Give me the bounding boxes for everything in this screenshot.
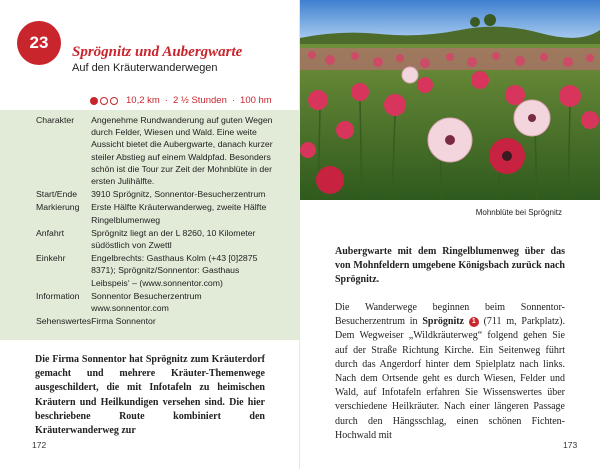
stats-separator: ·	[164, 95, 168, 106]
info-key: Information	[36, 290, 80, 301]
info-value: Sonnentor Besucherzentrum www.sonnentor.com	[91, 290, 202, 314]
duration: 2 ½ Stunden	[172, 95, 227, 106]
info-value: Firma Sonnentor	[91, 316, 156, 327]
photo-caption: Mohnblüte bei Sprögnitz	[475, 208, 562, 217]
info-row	[36, 201, 277, 226]
distance: 10,2 km	[126, 95, 160, 106]
page-number-right: 173	[563, 440, 578, 450]
info-row	[36, 315, 277, 328]
info-row	[36, 227, 277, 252]
stats-separator: ·	[231, 95, 236, 106]
info-key: Charakter	[36, 115, 75, 125]
info-key: Anfahrt	[36, 227, 65, 238]
left-body-text: Die Firma Sonnentor hat Sprögnitz zum Kräuterdorf gemacht und mehrere Kräuter-Themenwege ausgeschildert, die mit Infotafeln zu heimischen Kräutern und Heilkundigen versehen sind. Die hier beschriebene Route kombiniert den Kräuterwanderweg zur	[35, 354, 265, 437]
info-value: Engelbrechts: Gasthaus Kolm (+43 [0]2875 8371); Sprögnitz/Sonnentor: Gasthaus Leibspeis‘ – (www.sonnentor.com)	[91, 253, 258, 288]
body-text-part: Die Wanderwege beginnen beim Sonnentor-Besucherzentrum in	[335, 302, 565, 328]
info-key: Sehenswertes	[36, 316, 92, 327]
info-value: Sprögnitz liegt an der L 8260, 10 Kilometer südöstlich von Zwettl	[91, 227, 256, 251]
info-table	[36, 114, 277, 328]
body-text-part: (711 m, Parkplatz). Dem Wegweiser „Wildkräuterweg“ folgend gehen Sie auf der Straße Richtung Kirche. Ein Seitenweg führt durch das Angerdorf hinter dem Spielplatz nach links. Nach dem Ortsende geht es durch Wiesen, Felder und Wald, auf Infotafeln erfahren Sie Wissenswertes über verschiedene Heilkräuter. Nach einer längeren Passage durch den Hängsschlag, einen schönen Fichten-Hochwald mit	[335, 316, 565, 441]
waypoint-marker-icon: 1	[469, 317, 479, 327]
difficulty-indicator	[90, 97, 118, 105]
info-row	[36, 290, 277, 315]
info-key: Start/Ende	[36, 189, 78, 200]
tour-title: Sprögnitz und Aubergwarte	[72, 44, 243, 60]
difficulty-dot-icon	[90, 97, 98, 105]
difficulty-dot-icon	[110, 97, 118, 105]
info-key: Einkehr	[36, 253, 66, 264]
info-value: 3910 Sprögnitz, Sonnentor-Besucherzentrum	[91, 189, 266, 200]
tour-number-badge: 23	[17, 21, 61, 65]
poppy-field-image	[300, 0, 600, 200]
difficulty-dot-icon	[100, 97, 108, 105]
right-body-text	[335, 301, 565, 443]
place-name: Sprögnitz	[422, 316, 464, 328]
poppy-field-photo	[300, 0, 600, 200]
info-row	[36, 114, 277, 188]
page-number-left: 172	[32, 440, 47, 450]
tour-subtitle: Auf den Kräuterwanderwegen	[72, 62, 218, 74]
info-row	[36, 188, 277, 201]
right-lead-text: Aubergwarte mit dem Ringelblumenweg über das von Mohnfeldern umgebene Königsbach zurück nach Sprögnitz.	[335, 246, 565, 286]
elevation: 100 hm	[240, 95, 272, 106]
info-row	[36, 252, 277, 290]
info-value: Erste Hälfte Kräuterwanderweg, zweite Hälfte Ringelblumenweg	[91, 202, 267, 225]
info-value: Angenehme Rundwanderung auf guten Wegen durch Felder, Wiesen und Wald. Eine weite Aussicht bietet die Aubergwarte, danach kurzer steiler Abstieg auf einem Waldpfad. Besonders schön ist die Tour zur Zeit der Mohnblüte in der ersten Julihälfte.	[91, 115, 273, 187]
tour-stats	[90, 95, 272, 106]
info-key: Markierung	[36, 202, 80, 213]
